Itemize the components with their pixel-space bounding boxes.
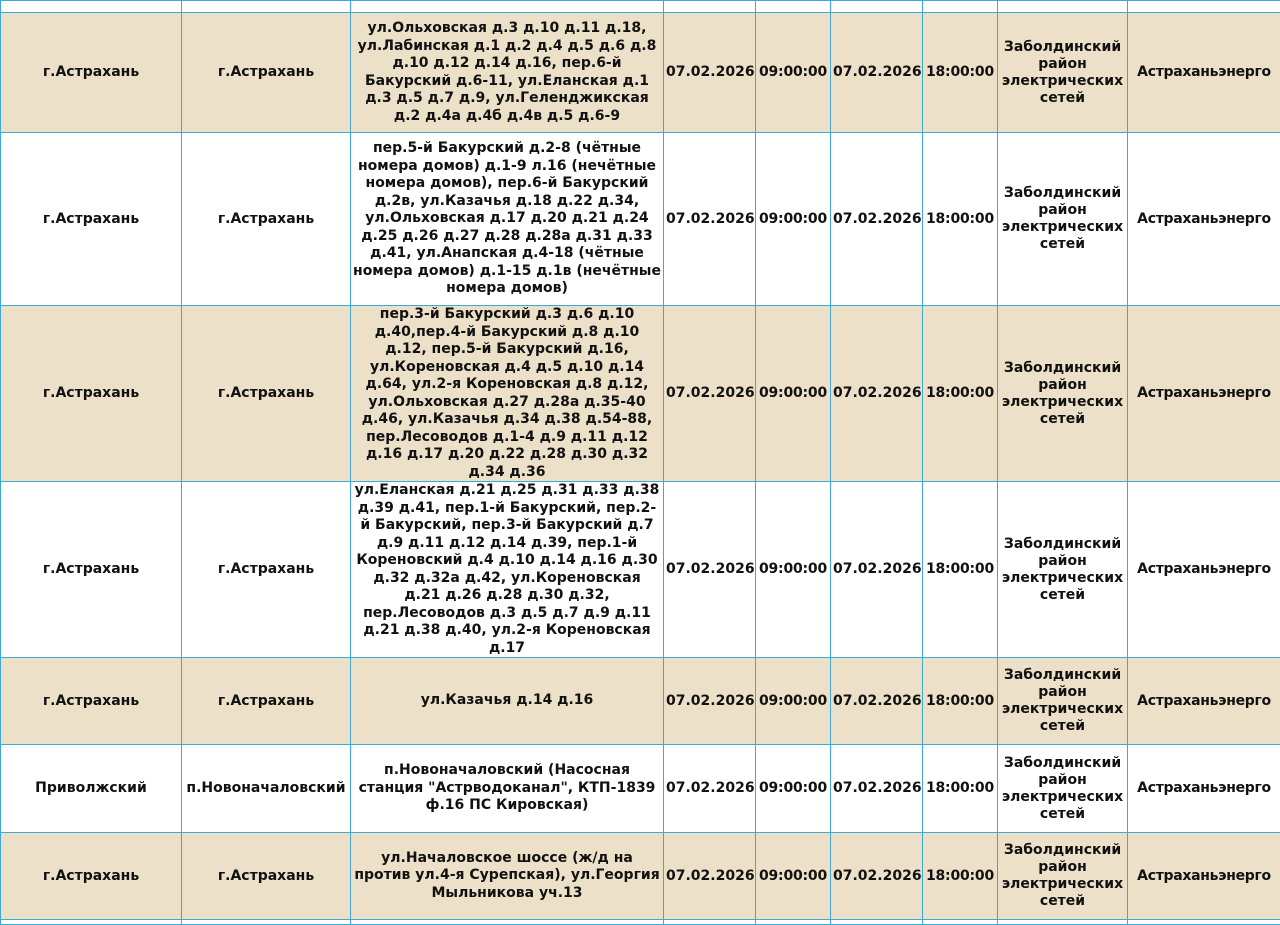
organization-cell: Астраханьэнерго	[1128, 13, 1280, 133]
locality-cell: г.Астрахань	[182, 482, 351, 658]
start-time-cell: 09:00:00	[756, 13, 831, 133]
district-cell: Заболдинский район электрических сетей	[998, 745, 1128, 833]
cell-empty	[1128, 920, 1280, 925]
cell-empty	[351, 1, 664, 13]
end-time-cell: 18:00:00	[923, 306, 998, 482]
cell-empty	[1, 1, 182, 13]
district-cell: Заболдинский район электрических сетей	[998, 133, 1128, 306]
region-cell: г.Астрахань	[1, 658, 182, 745]
cell-empty	[664, 1, 756, 13]
district-cell: Заболдинский район электрических сетей	[998, 13, 1128, 133]
end-date-cell: 07.02.2026	[831, 745, 923, 833]
cell-empty	[182, 1, 351, 13]
end-date-cell: 07.02.2026	[831, 306, 923, 482]
table-row	[1, 658, 1280, 745]
table-row	[1, 482, 1280, 658]
locality-cell: г.Астрахань	[182, 658, 351, 745]
address-cell: ул.Ольховская д.3 д.10 д.11 д.18, ул.Лабинская д.1 д.2 д.4 д.5 д.6 д.8 д.10 д.12 д.14 д.16, пер.6-й Бакурский д.6-11, ул.Еланская д.1 д.3 д.5 д.7 д.9, ул.Геленджикская д.2 д.4а д.4б д.4в д.5 д.6-9	[351, 13, 664, 133]
cell-empty	[998, 920, 1128, 925]
table-row	[1, 745, 1280, 833]
organization-cell: Астраханьэнерго	[1128, 306, 1280, 482]
start-date-cell: 07.02.2026	[664, 13, 756, 133]
start-date-cell: 07.02.2026	[664, 306, 756, 482]
start-time-cell: 09:00:00	[756, 745, 831, 833]
address-cell: ул.Началовское шоссе (ж/д на против ул.4-я Сурепская), ул.Георгия Мыльникова уч.13	[351, 833, 664, 920]
cell-empty	[182, 920, 351, 925]
cell-empty	[1, 920, 182, 925]
end-time-cell: 18:00:00	[923, 13, 998, 133]
start-time-cell: 09:00:00	[756, 482, 831, 658]
start-date-cell: 07.02.2026	[664, 745, 756, 833]
region-cell: г.Астрахань	[1, 13, 182, 133]
start-time-cell: 09:00:00	[756, 658, 831, 745]
district-cell: Заболдинский район электрических сетей	[998, 306, 1128, 482]
organization-cell: Астраханьэнерго	[1128, 133, 1280, 306]
cell-empty	[923, 1, 998, 13]
organization-cell: Астраханьэнерго	[1128, 745, 1280, 833]
start-date-cell: 07.02.2026	[664, 133, 756, 306]
start-date-cell: 07.02.2026	[664, 482, 756, 658]
address-cell: ул.Еланская д.21 д.25 д.31 д.33 д.38 д.39 д.41, пер.1-й Бакурский, пер.2-й Бакурский, пер.3-й Бакурский д.7 д.9 д.11 д.12 д.14 д.39, пер.1-й Кореновский д.4 д.10 д.14 д.16 д.30 д.32 д.32а д.42, ул.Кореновская д.21 д.26 д.28 д.30 д.32, пер.Лесоводов д.3 д.5 д.7 д.9 д.11 д.21 д.38 д.40, ул.2-я Кореновская д.17	[351, 482, 664, 658]
table-row	[1, 833, 1280, 920]
organization-cell: Астраханьэнерго	[1128, 482, 1280, 658]
table-row	[1, 306, 1280, 482]
end-date-cell: 07.02.2026	[831, 13, 923, 133]
cell-empty	[831, 920, 923, 925]
region-cell: г.Астрахань	[1, 306, 182, 482]
table-row-partial-bottom	[1, 920, 1280, 925]
region-cell: г.Астрахань	[1, 482, 182, 658]
start-date-cell: 07.02.2026	[664, 833, 756, 920]
end-date-cell: 07.02.2026	[831, 658, 923, 745]
end-time-cell: 18:00:00	[923, 658, 998, 745]
locality-cell: г.Астрахань	[182, 133, 351, 306]
organization-cell: Астраханьэнерго	[1128, 833, 1280, 920]
locality-cell: п.Новоначаловский	[182, 745, 351, 833]
table-row-partial-top	[1, 1, 1280, 13]
region-cell: Приволжский	[1, 745, 182, 833]
cell-empty	[664, 920, 756, 925]
cell-empty	[923, 920, 998, 925]
district-cell: Заболдинский район электрических сетей	[998, 658, 1128, 745]
start-time-cell: 09:00:00	[756, 306, 831, 482]
cell-empty	[756, 920, 831, 925]
cell-empty	[831, 1, 923, 13]
start-time-cell: 09:00:00	[756, 133, 831, 306]
address-cell: ул.Казачья д.14 д.16	[351, 658, 664, 745]
region-cell: г.Астрахань	[1, 833, 182, 920]
cell-empty	[998, 1, 1128, 13]
end-time-cell: 18:00:00	[923, 745, 998, 833]
locality-cell: г.Астрахань	[182, 13, 351, 133]
end-date-cell: 07.02.2026	[831, 833, 923, 920]
region-cell: г.Астрахань	[1, 133, 182, 306]
address-cell: п.Новоначаловский (Насосная станция "Астрводоканал", КТП-1839 ф.16 ПС Кировская)	[351, 745, 664, 833]
end-date-cell: 07.02.2026	[831, 482, 923, 658]
district-cell: Заболдинский район электрических сетей	[998, 482, 1128, 658]
start-date-cell: 07.02.2026	[664, 658, 756, 745]
address-cell: пер.5-й Бакурский д.2-8 (чётные номера домов) д.1-9 л.16 (нечётные номера домов), пер.6-й Бакурский д.2в, ул.Казачья д.18 д.22 д.34, ул.Ольховская д.17 д.20 д.21 д.24 д.25 д.26 д.27 д.28 д.28а д.31 д.33 д.41, ул.Анапская д.4-18 (чётные номера домов) д.1-15 д.1в (нечётные номера домов)	[351, 133, 664, 306]
table-body	[1, 1, 1280, 925]
end-time-cell: 18:00:00	[923, 833, 998, 920]
locality-cell: г.Астрахань	[182, 833, 351, 920]
cell-empty	[1128, 1, 1280, 13]
table-row	[1, 13, 1280, 133]
cell-empty	[351, 920, 664, 925]
end-time-cell: 18:00:00	[923, 482, 998, 658]
cell-empty	[756, 1, 831, 13]
start-time-cell: 09:00:00	[756, 833, 831, 920]
table-row	[1, 133, 1280, 306]
organization-cell: Астраханьэнерго	[1128, 658, 1280, 745]
locality-cell: г.Астрахань	[182, 306, 351, 482]
end-time-cell: 18:00:00	[923, 133, 998, 306]
end-date-cell: 07.02.2026	[831, 133, 923, 306]
district-cell: Заболдинский район электрических сетей	[998, 833, 1128, 920]
address-cell: пер.3-й Бакурский д.3 д.6 д.10 д.40,пер.4-й Бакурский д.8 д.10 д.12, пер.5-й Бакурский д.16, ул.Кореновская д.4 д.5 д.10 д.14 д.64, ул.2-я Кореновская д.8 д.12, ул.Ольховская д.27 д.28а д.35-40 д.46, ул.Казачья д.34 д.38 д.54-88, пер.Лесоводов д.1-4 д.9 д.11 д.12 д.16 д.17 д.20 д.22 д.28 д.30 д.32 д.34 д.36	[351, 306, 664, 482]
